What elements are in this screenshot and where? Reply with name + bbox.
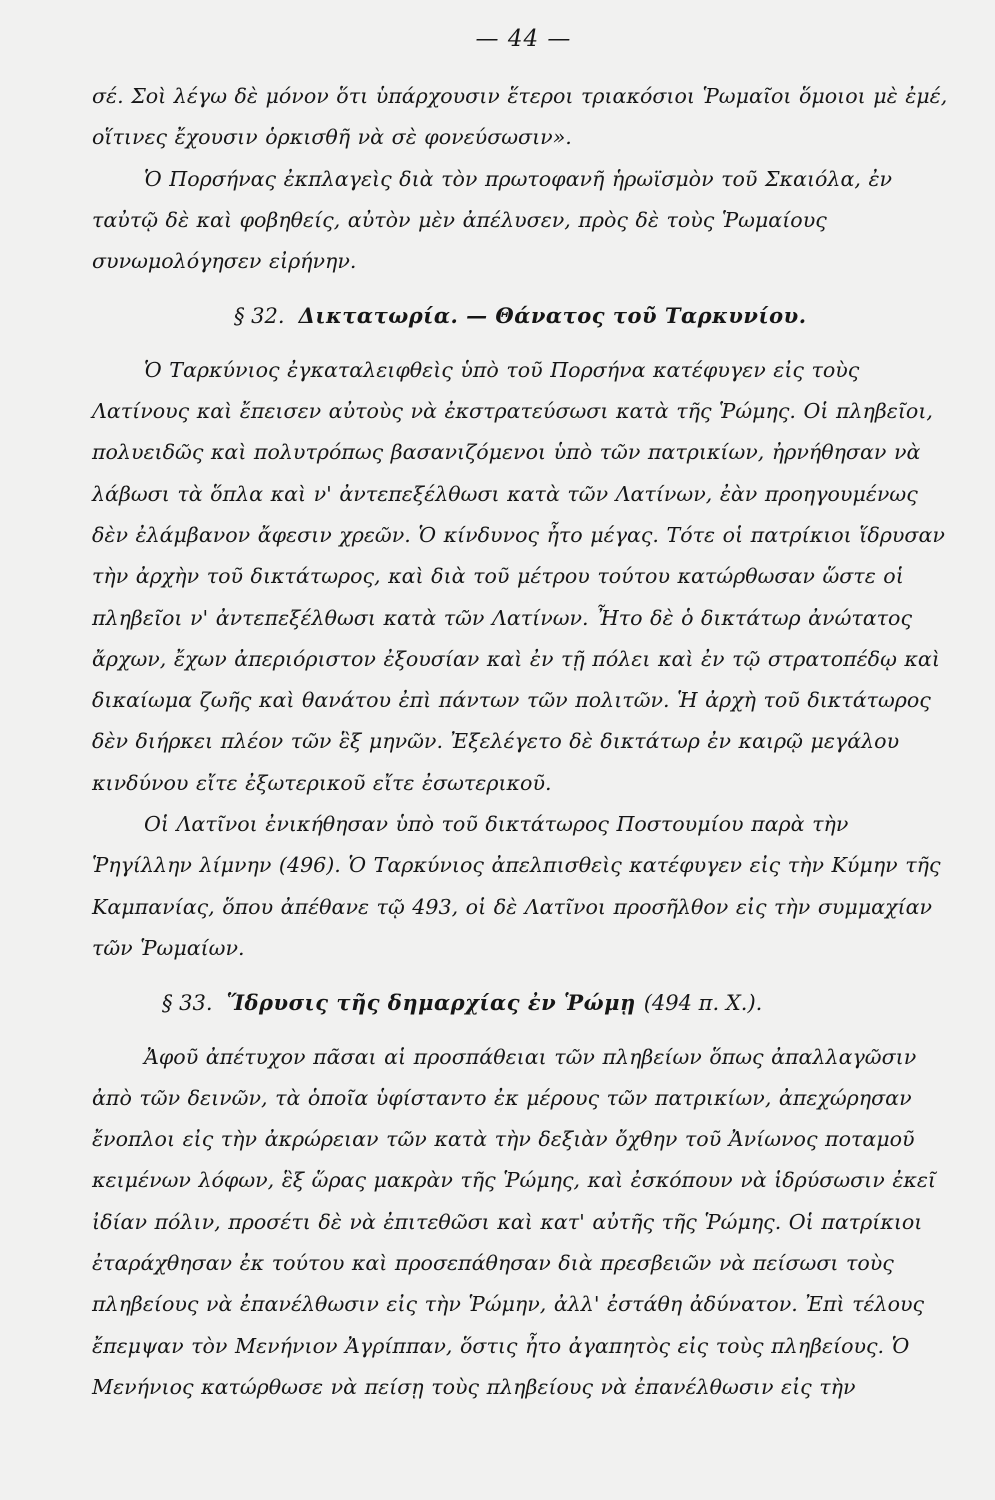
paragraph-3: Ὁ Ταρκύνιος ἐγκαταλειφθεὶς ὑπὸ τοῦ Πορσήνα κατέφυγεν εἰς τοὺς Λατίνους καὶ ἔπεισεν αὐτοὺς νὰ ἐκστρατεύσωσι κατὰ τῆς Ῥώμης. Οἱ πληβεῖοι, πολυειδῶς καὶ πολυτρόπως βασανιζόμενοι ὑπὸ τῶν πατρικίων, ἠρνήθησαν νὰ λάβωσι τὰ ὅπλα καὶ ν' ἀντεπεξέλθωσι κατὰ τῶν Λατίνων, ἐὰν προηγουμένως δὲν ἐλάμβανον ἄφεσιν χρεῶν. Ὁ κίνδυνος ἦτο μέγας. Τότε οἱ πατρίκιοι ἵδρυσαν τὴν ἀρχὴν τοῦ δικτάτωρος, καὶ διὰ τοῦ μέτρου τούτου κατώρθωσαν ὥστε οἱ πληβεῖοι ν' ἀντεπεξέλθωσι κατὰ τῶν Λατίνων. Ἦτο δὲ ὁ δικτάτωρ ἀνώτατος ἄρχων, ἔχων ἀπεριόριστον ἐξουσίαν καὶ ἐν τῇ πόλει καὶ ἐν τῷ στρατοπέδῳ καὶ δικαίωμα ζωῆς καὶ θανάτου ἐπὶ πάντων τῶν πολιτῶν. Ἡ ἀρχὴ τοῦ δικτάτωρος δὲν διήρκει πλέον τῶν ἓξ μηνῶν. Ἐξελέγετο δὲ δικτάτωρ ἐν καιρῷ μεγάλου κινδύνου εἴτε ἐξωτερικοῦ εἴτε ἐσωτερικοῦ. xyxy=(92,357,945,795)
paragraph-2: Ὁ Πορσήνας ἐκπλαγεὶς διὰ τὸν πρωτοφανῆ ἡρωϊσμὸν τοῦ Σκαιόλα, ἐν ταὐτῷ δὲ καὶ φοβηθείς, αὐτὸν μὲν ἀπέλυσεν, πρὸς δὲ τοὺς Ῥωμαίους συνωμολόγησεν εἰρήνην. xyxy=(92,166,893,274)
paragraph-4: Οἱ Λατῖνοι ἐνικήθησαν ὑπὸ τοῦ δικτάτωρος Ποστουμίου παρὰ τὴν Ῥηγίλλην λίμνην (496). Ὁ Ταρκύνιος ἀπελπισθεὶς κατέφυγεν εἰς τὴν Κύμην τῆς Καμπανίας, ὅπου ἀπέθανε τῷ 493, οἱ δὲ Λατῖνοι προσῆλθον εἰς τὴν συμμαχίαν τῶν Ῥωμαίων. xyxy=(92,812,941,960)
section-number: § 33. xyxy=(162,991,213,1016)
section-heading-33 xyxy=(92,982,955,1024)
section-title: Ἵδρυσις τῆς δημαρχίας ἐν Ῥώμῃ xyxy=(226,990,636,1016)
paragraph-1: σέ. Σοὶ λέγω δὲ μόνον ὅτι ὑπάρχουσιν ἕτεροι τριακόσιοι Ῥωμαῖοι ὅμοιοι μὲ ἐμέ, οἵτινες ἔχουσιν ὁρκισθῆ νὰ σὲ φονεύσωσιν». xyxy=(92,84,948,150)
paragraph-5: Ἀφοῦ ἀπέτυχον πᾶσαι αἱ προσπάθειαι τῶν πληβείων ὅπως ἀπαλλαγῶσιν ἀπὸ τῶν δεινῶν, τὰ ὁποῖα ὑφίσταντο ἐκ μέρους τῶν πατρικίων, ἀπεχώρησαν ἔνοπλοι εἰς τὴν ἀκρώρειαν τῶν κατὰ τὴν δεξιὰν ὄχθην τοῦ Ἀνίωνος ποταμοῦ κειμένων λόφων, ἓξ ὥρας μακρὰν τῆς Ῥώμης, καὶ ἐσκόπουν νὰ ἱδρύσωσιν ἐκεῖ ἰδίαν πόλιν, προσέτι δὲ νὰ ἐπιτεθῶσι καὶ κατ' αὐτῆς τῆς Ῥώμης. Οἱ πατρίκιοι ἐταράχθησαν ἐκ τούτου καὶ προσεπάθησαν διὰ πρεσβειῶν νὰ πείσωσι τοὺς πληβείους νὰ ἐπανέλθωσιν εἰς τὴν Ῥώμην, ἀλλ' ἐστάθη ἀδύνατον. Ἐπὶ τέλους ἔπεμψαν τὸν Μενήνιον Ἀγρίππαν, ὅστις ἦτο ἀγαπητὸς εἰς τοὺς πληβείους. Ὁ Μενήνιος κατώρθωσε νὰ πείσῃ τοὺς πληβείους νὰ ἐπανέλθωσιν εἰς τὴν xyxy=(92,1044,937,1399)
section-date: (494 π. Χ.). xyxy=(643,991,763,1016)
section-number: § 32. xyxy=(234,304,285,329)
section-title: Δικτατωρία. — Θάνατος τοῦ Ταρκυνίου. xyxy=(298,303,807,329)
page-number: — 44 — xyxy=(475,26,572,52)
section-heading-32 xyxy=(92,295,955,337)
